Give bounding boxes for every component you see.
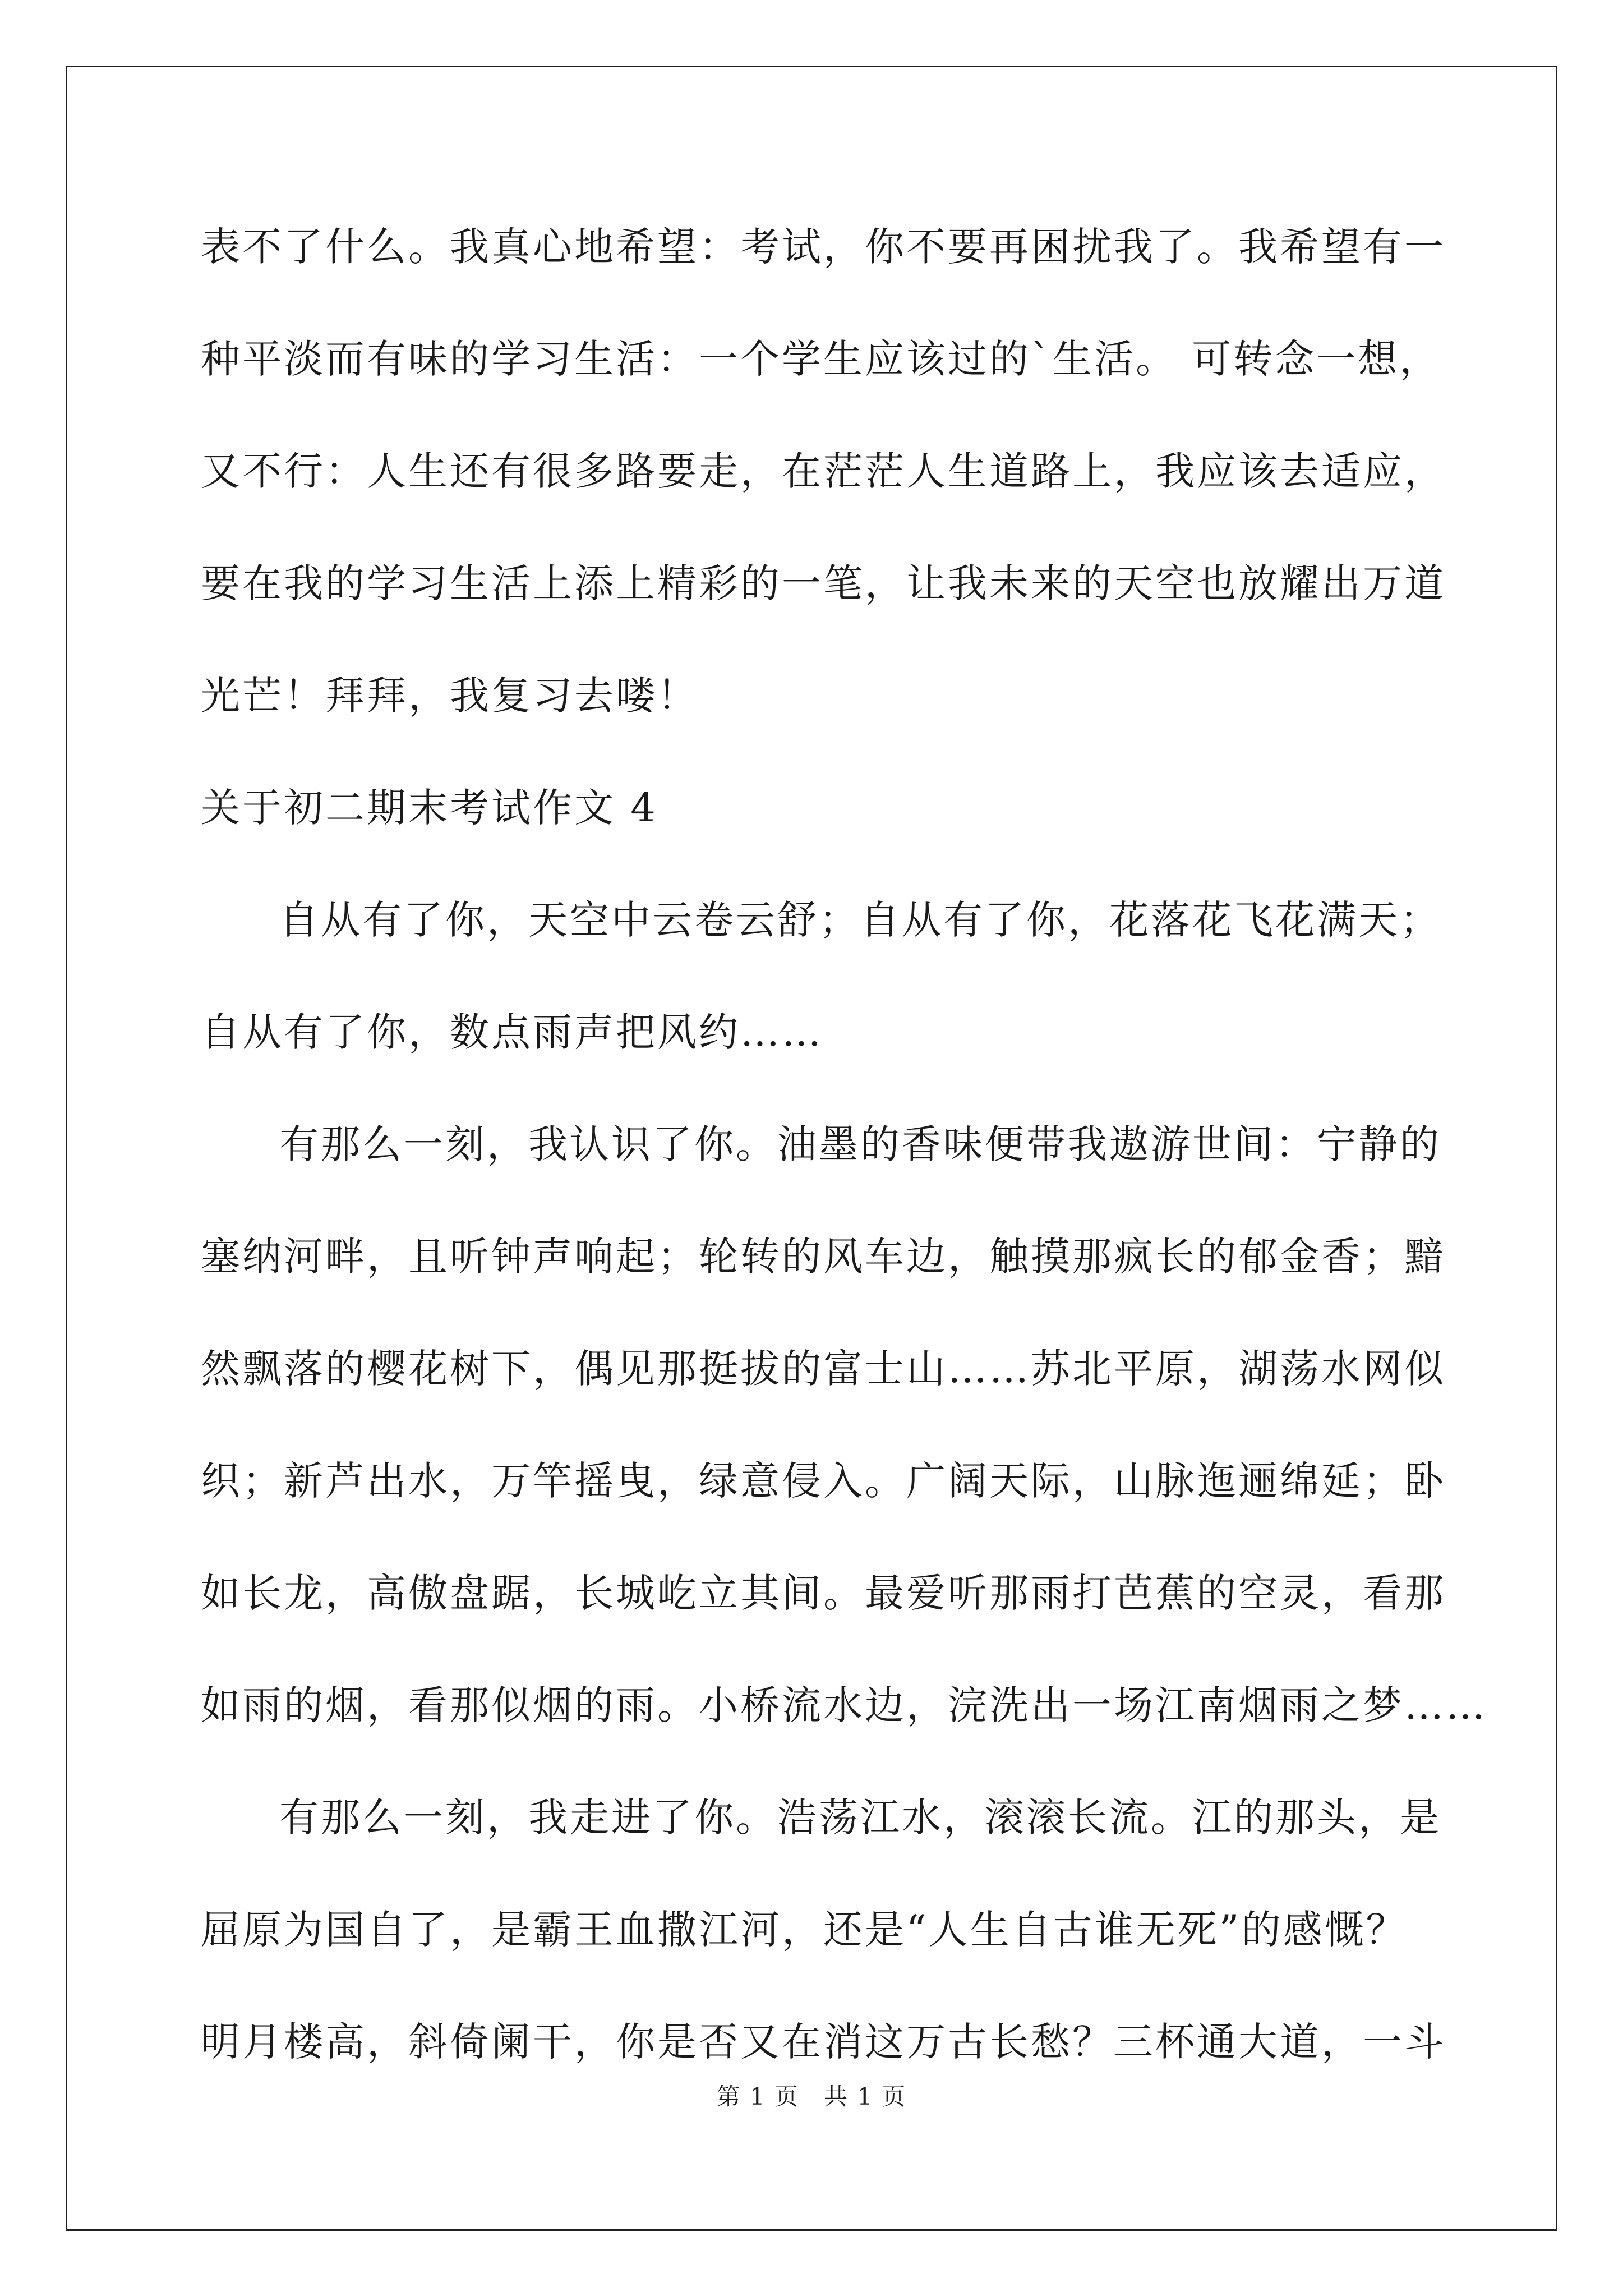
text-line: 自从有了你，数点雨声把风约……	[201, 1009, 823, 1055]
text-line: 然飘落的樱花树下，偶见那挺拔的富士山……苏北平原，湖荡水网似	[201, 1346, 1446, 1392]
text-line: 如长龙，高傲盘踞，长城屹立其间。最爱听那雨打芭蕉的空灵，看那	[201, 1570, 1446, 1616]
paragraph-2	[201, 1111, 1487, 1784]
text-line: 表不了什么。我真心地希望：考试，你不要再困扰我了。我希望有一	[201, 224, 1446, 270]
text-line: 自从有了你，天空中云卷云舒；自从有了你，花落花飞花满天；	[279, 897, 1441, 943]
text-line: 要在我的学习生活上添上精彩的一笔，让我未来的天空也放耀出万道	[201, 560, 1446, 606]
page-footer: 第 1 页 共 1 页	[716, 2083, 907, 2110]
text-line: 有那么一刻，我认识了你。油墨的香味便带我遨游世间：宁静的	[279, 1121, 1441, 1167]
text-line: 屈原为国自了，是霸王血撒江河，还是“人生自古谁无死”的感慨？	[201, 1907, 1408, 1953]
paragraph-1	[201, 886, 1441, 1111]
text-line: 种平淡而有味的学习生活：一个学生应该过的`生活。 可转念一想，	[201, 336, 1441, 382]
text-line: 塞纳河畔，且听钟声响起；轮转的风车边，触摸那疯长的郁金香；黯	[201, 1234, 1446, 1280]
text-line: 织；新芦出水，万竿摇曳，绿意侵入。广阔天际，山脉迤逦绵延；卧	[201, 1458, 1446, 1504]
text-line: 有那么一刻，我走进了你。浩荡江水，滚滚长流。江的那头，是	[279, 1795, 1441, 1841]
text-line: 明月楼高，斜倚阑干，你是否又在消这万古长愁？三杯通大道，一斗	[201, 2019, 1446, 2065]
continued-paragraph	[201, 213, 1446, 774]
text-line: 如雨的烟，看那似烟的雨。小桥流水边，浣洗出一场江南烟雨之梦……	[201, 1682, 1487, 1728]
paragraph-3	[201, 1784, 1446, 2120]
text-line: 光芒！拜拜，我复习去喽！	[201, 673, 699, 719]
text-line: 又不行：人生还有很多路要走，在茫茫人生道路上，我应该去适应，	[201, 448, 1446, 494]
document-body	[201, 213, 1487, 2120]
essay-heading: 关于初二期末考试作文 4	[201, 785, 658, 831]
